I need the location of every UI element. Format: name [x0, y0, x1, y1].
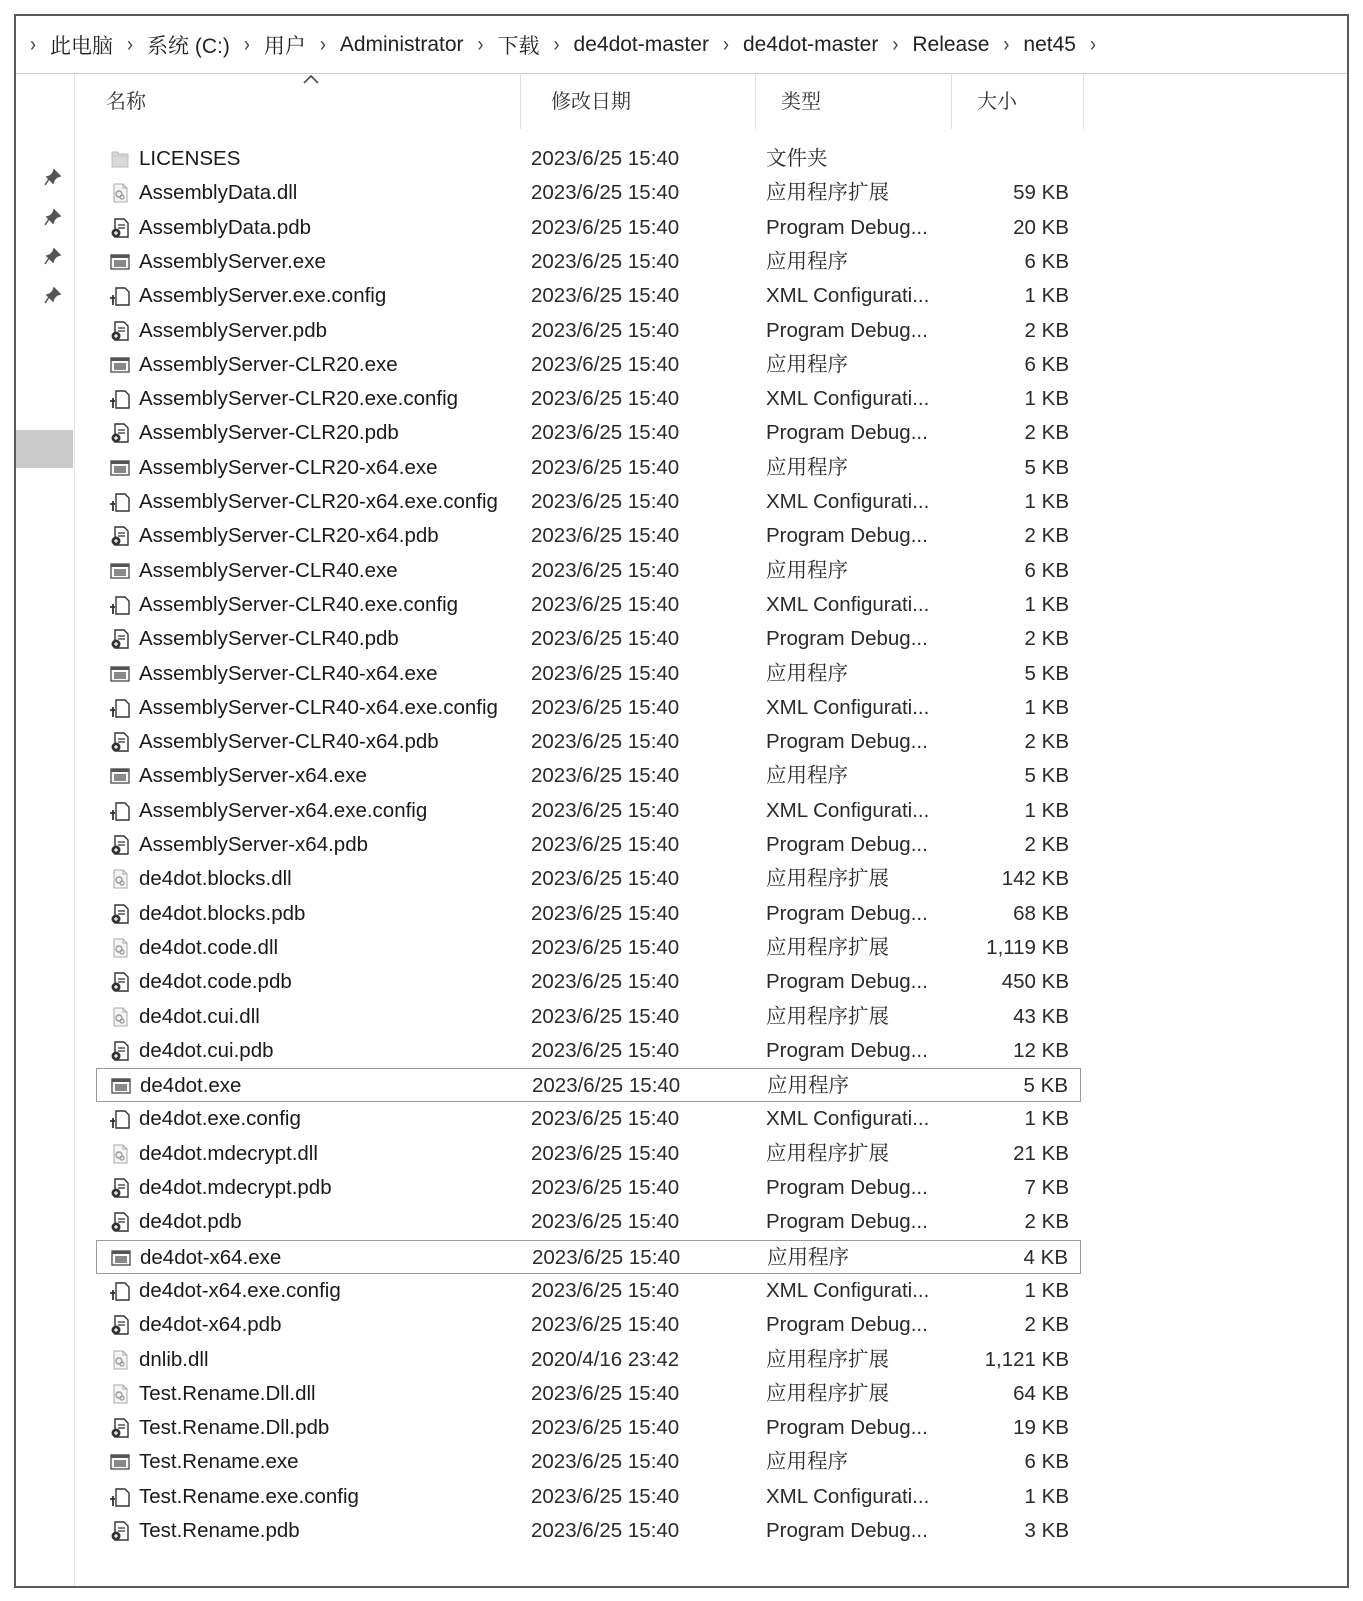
file-type: 应用程序扩展 [766, 867, 889, 891]
file-date: 2023/6/25 15:40 [531, 455, 680, 479]
dll-icon [109, 182, 131, 204]
file-date: 2023/6/25 15:40 [531, 284, 680, 308]
file-date: 2023/6/25 15:40 [531, 1141, 680, 1165]
file-row[interactable] [96, 1205, 1081, 1239]
file-size: 5 KB [1024, 455, 1069, 479]
file-name: dnlib.dll [139, 1347, 209, 1371]
pdb-icon [109, 422, 131, 444]
breadcrumb-item[interactable]: Release [912, 32, 990, 56]
file-type: 应用程序扩展 [766, 181, 889, 205]
file-type: 应用程序扩展 [766, 1347, 889, 1371]
file-date: 2023/6/25 15:40 [531, 181, 680, 205]
file-date: 2023/6/25 15:40 [531, 215, 680, 239]
chevron-right-icon[interactable]: › [722, 31, 729, 56]
file-size: 1,119 KB [986, 935, 1069, 959]
sort-ascending-icon [302, 72, 320, 86]
file-date: 2023/6/25 15:40 [531, 1210, 680, 1234]
file-size: 5 KB [1024, 764, 1069, 788]
file-type: Program Debug... [766, 730, 928, 754]
file-row[interactable] [96, 279, 1081, 313]
breadcrumb-item[interactable]: 此电脑 [50, 34, 113, 58]
file-type: 应用程序扩展 [766, 1004, 889, 1028]
breadcrumb-item[interactable]: 系统 (C:) [147, 34, 230, 58]
file-row[interactable] [96, 382, 1081, 416]
file-name: AssemblyServer-CLR20-x64.pdb [139, 524, 439, 548]
pdb-icon [109, 1520, 131, 1542]
exe-icon [109, 765, 131, 787]
pdb-icon [109, 903, 131, 925]
file-date: 2023/6/25 15:40 [531, 935, 680, 959]
file-name: AssemblyData.pdb [139, 215, 312, 239]
file-date: 2023/6/25 15:40 [531, 833, 680, 856]
file-row[interactable] [96, 828, 1081, 862]
file-date: 2023/6/25 15:40 [531, 1416, 680, 1440]
dll-icon [109, 1143, 131, 1165]
chevron-right-icon[interactable]: › [127, 31, 133, 56]
config-icon [109, 1108, 131, 1130]
file-name: de4dot.code.dll [139, 935, 279, 959]
file-date: 2023/6/25 15:40 [531, 1381, 680, 1405]
file-date: 2023/6/25 15:40 [531, 661, 680, 685]
file-size: 1 KB [1024, 1107, 1069, 1131]
file-date: 2023/6/25 15:40 [531, 1484, 680, 1508]
file-size: 7 KB [1024, 1176, 1069, 1199]
file-date: 2023/6/25 15:40 [531, 249, 680, 273]
chevron-right-icon[interactable]: › [553, 31, 560, 56]
file-size: 5 KB [1023, 1074, 1068, 1098]
pdb-icon [109, 1417, 131, 1439]
file-type: 文件夹 [766, 147, 828, 170]
file-name: AssemblyServer-x64.exe.config [139, 798, 428, 822]
file-date: 2023/6/25 15:40 [531, 764, 680, 788]
file-name: de4dot.code.pdb [139, 970, 292, 994]
file-date: 2023/6/25 15:40 [531, 1038, 680, 1062]
file-size: 1 KB [1024, 490, 1069, 513]
file-type: XML Configurati... [766, 592, 930, 616]
file-size: 19 KB [1013, 1416, 1069, 1440]
file-row[interactable] [96, 1068, 1081, 1102]
chevron-right-icon[interactable]: › [892, 31, 899, 56]
file-size: 2 KB [1024, 318, 1069, 342]
file-row[interactable] [96, 759, 1081, 793]
file-name: Test.Rename.Dll.pdb [139, 1416, 330, 1440]
file-type: Program Debug... [766, 421, 928, 445]
file-name: de4dot.exe [140, 1074, 242, 1098]
pin-icon[interactable] [44, 247, 62, 265]
file-size: 43 KB [1013, 1004, 1069, 1028]
file-row[interactable] [96, 931, 1081, 965]
file-date: 2023/6/25 15:40 [531, 524, 680, 548]
file-row[interactable] [96, 348, 1081, 382]
file-size: 450 KB [1001, 970, 1069, 994]
column-header-name-label: 名称 [106, 91, 146, 113]
chevron-right-icon[interactable]: › [319, 31, 326, 56]
file-type: Program Debug... [766, 1416, 928, 1440]
breadcrumb-item[interactable]: 用户 [263, 34, 306, 58]
file-explorer-window [14, 14, 1349, 1588]
pdb-icon [109, 525, 131, 547]
pin-icon[interactable] [44, 168, 62, 186]
file-date: 2023/6/25 15:40 [531, 147, 680, 170]
navigation-pane [16, 74, 75, 1586]
column-header-size[interactable] [952, 74, 1084, 129]
file-size: 2 KB [1024, 627, 1069, 651]
file-date: 2023/6/25 15:40 [531, 1450, 680, 1474]
file-type: Program Debug... [766, 970, 928, 994]
pdb-icon [109, 834, 131, 856]
file-type: XML Configurati... [766, 1278, 930, 1302]
file-type: XML Configurati... [766, 1107, 930, 1131]
file-date: 2023/6/25 15:40 [531, 1176, 680, 1199]
file-name: Test.Rename.pdb [139, 1519, 300, 1542]
config-icon [109, 800, 131, 822]
file-row[interactable] [96, 1000, 1081, 1034]
file-date: 2023/6/25 15:40 [531, 318, 680, 342]
file-date: 2023/6/25 15:40 [531, 730, 680, 754]
breadcrumb-item[interactable]: Administrator [339, 32, 464, 56]
file-date: 2020/4/16 23:42 [531, 1347, 680, 1371]
file-type: 应用程序 [766, 1450, 848, 1474]
file-row[interactable] [96, 657, 1081, 691]
file-size: 6 KB [1024, 1450, 1069, 1474]
exe-icon [109, 1451, 131, 1473]
file-name: AssemblyServer-CLR20.pdb [139, 421, 399, 445]
column-header-name[interactable] [76, 74, 521, 129]
file-type: Program Debug... [766, 833, 928, 856]
chevron-right-icon[interactable]: › [243, 31, 250, 56]
file-date: 2023/6/25 15:40 [531, 627, 680, 651]
file-name: Test.Rename.exe.config [139, 1484, 359, 1508]
file-row[interactable] [96, 1411, 1081, 1445]
file-type: Program Debug... [766, 524, 928, 548]
pdb-icon [109, 628, 131, 650]
file-date: 2023/6/25 15:40 [531, 387, 680, 411]
file-name: de4dot-x64.exe [140, 1245, 282, 1269]
file-name: Test.Rename.Dll.dll [139, 1381, 316, 1405]
file-row[interactable] [96, 519, 1081, 553]
column-header-size-label: 大小 [977, 91, 1017, 113]
file-size: 20 KB [1013, 215, 1069, 239]
file-name: AssemblyServer.pdb [139, 318, 328, 342]
file-date: 2023/6/25 15:40 [531, 901, 680, 925]
file-date: 2023/6/25 15:40 [531, 421, 680, 445]
file-date: 2023/6/25 15:40 [531, 592, 680, 616]
file-name: de4dot.cui.dll [139, 1004, 260, 1028]
file-type: Program Debug... [766, 318, 928, 342]
file-name: AssemblyServer-CLR20.exe.config [139, 387, 459, 411]
pdb-icon [109, 1314, 131, 1336]
file-row[interactable] [96, 451, 1081, 485]
file-type: Program Debug... [766, 1176, 928, 1199]
file-size: 1 KB [1024, 592, 1069, 616]
file-name: de4dot.mdecrypt.pdb [139, 1176, 332, 1199]
file-size: 1,121 KB [984, 1347, 1069, 1371]
file-name: AssemblyServer-CLR40.exe [139, 558, 398, 582]
file-name: AssemblyServer-CLR40-x64.exe [139, 661, 438, 685]
file-date: 2023/6/25 15:40 [531, 798, 680, 822]
file-row[interactable] [96, 862, 1081, 896]
file-name: AssemblyServer-x64.exe [139, 764, 367, 788]
file-size: 12 KB [1013, 1038, 1069, 1062]
dll-icon [109, 937, 131, 959]
file-size: 2 KB [1024, 1210, 1069, 1234]
file-size: 64 KB [1013, 1381, 1069, 1405]
file-type: XML Configurati... [766, 490, 930, 513]
file-row[interactable] [96, 1171, 1081, 1205]
file-type: XML Configurati... [766, 695, 930, 719]
file-type: 应用程序 [767, 1074, 849, 1098]
file-name: AssemblyServer-CLR40.pdb [139, 627, 399, 651]
file-type: 应用程序 [766, 455, 848, 479]
file-type: Program Debug... [766, 215, 928, 239]
file-type: XML Configurati... [766, 284, 930, 308]
file-type: XML Configurati... [766, 387, 930, 411]
pdb-icon [109, 1177, 131, 1199]
breadcrumb-item[interactable]: de4dot-master [742, 32, 879, 56]
file-row[interactable] [96, 1137, 1081, 1171]
file-size: 6 KB [1024, 558, 1069, 582]
file-date: 2023/6/25 15:40 [531, 1278, 680, 1302]
file-size: 2 KB [1024, 1313, 1069, 1337]
file-date: 2023/6/25 15:40 [532, 1074, 681, 1098]
file-row[interactable] [96, 691, 1081, 725]
file-type: 应用程序 [767, 1245, 849, 1269]
file-type: XML Configurati... [766, 1484, 930, 1508]
file-row[interactable] [96, 1274, 1081, 1308]
config-icon [109, 491, 131, 513]
file-date: 2023/6/25 15:40 [531, 558, 680, 582]
file-row[interactable] [96, 1240, 1081, 1274]
file-size: 2 KB [1024, 421, 1069, 445]
config-icon [109, 1280, 131, 1302]
file-row[interactable] [96, 142, 1081, 176]
file-date: 2023/6/25 15:40 [531, 1519, 680, 1542]
file-name: AssemblyData.dll [139, 181, 298, 205]
file-row[interactable] [96, 725, 1081, 759]
file-type: 应用程序 [766, 249, 848, 273]
file-name: AssemblyServer-CLR40-x64.pdb [139, 730, 439, 754]
file-name: AssemblyServer-CLR20.exe [139, 352, 398, 376]
pin-icon[interactable] [44, 208, 62, 226]
file-size: 1 KB [1024, 387, 1069, 411]
file-size: 1 KB [1024, 798, 1069, 822]
file-name: de4dot-x64.pdb [139, 1313, 282, 1337]
column-header-bar [76, 74, 1086, 152]
nav-selected-item[interactable] [16, 430, 73, 468]
file-type: 应用程序扩展 [766, 1381, 889, 1405]
file-row[interactable] [96, 588, 1081, 622]
file-size: 6 KB [1024, 249, 1069, 273]
file-size: 1 KB [1024, 1278, 1069, 1302]
file-row[interactable] [96, 554, 1081, 588]
file-type: Program Debug... [766, 1038, 928, 1062]
exe-icon [109, 251, 131, 273]
file-name: de4dot.cui.pdb [139, 1038, 274, 1062]
file-type: XML Configurati... [766, 798, 930, 822]
file-size: 3 KB [1024, 1519, 1069, 1542]
file-type: 应用程序 [766, 764, 848, 788]
pdb-icon [109, 731, 131, 753]
file-size: 4 KB [1023, 1245, 1068, 1269]
pdb-icon [109, 1211, 131, 1233]
file-date: 2023/6/25 15:40 [531, 695, 680, 719]
file-type: Program Debug... [766, 1313, 928, 1337]
file-row[interactable] [96, 416, 1081, 450]
file-row[interactable] [96, 965, 1081, 999]
file-name: AssemblyServer-CLR40.exe.config [139, 592, 459, 616]
exe-icon [109, 663, 131, 685]
file-type: 应用程序 [766, 558, 848, 582]
file-row[interactable] [96, 1034, 1081, 1068]
file-date: 2023/6/25 15:40 [531, 490, 680, 513]
file-size: 1 KB [1024, 1484, 1069, 1508]
chevron-right-icon[interactable]: › [477, 31, 484, 56]
file-row[interactable] [96, 794, 1081, 828]
file-row[interactable] [96, 314, 1081, 348]
config-icon [109, 1486, 131, 1508]
file-name: AssemblyServer-CLR20-x64.exe [139, 455, 438, 479]
dll-icon [109, 1383, 131, 1405]
file-name: AssemblyServer-x64.pdb [139, 833, 369, 856]
file-date: 2023/6/25 15:40 [531, 1313, 680, 1337]
column-header-type[interactable] [756, 74, 952, 129]
config-icon [109, 697, 131, 719]
column-header-date-label: 修改日期 [551, 91, 631, 113]
file-type: 应用程序扩展 [766, 935, 889, 959]
file-type: Program Debug... [766, 627, 928, 651]
file-date: 2023/6/25 15:40 [531, 970, 680, 994]
file-name: de4dot.mdecrypt.dll [139, 1141, 318, 1165]
folder-icon [109, 148, 131, 170]
file-date: 2023/6/25 15:40 [531, 1107, 680, 1131]
file-size: 1 KB [1024, 284, 1069, 308]
file-size: 2 KB [1024, 730, 1069, 754]
file-size: 59 KB [1013, 181, 1069, 205]
file-size: 5 KB [1024, 661, 1069, 685]
file-size: 2 KB [1024, 524, 1069, 548]
file-size: 1 KB [1024, 695, 1069, 719]
file-row[interactable] [96, 1102, 1081, 1136]
file-row[interactable] [96, 1377, 1081, 1411]
column-header-date[interactable] [521, 74, 756, 129]
chevron-right-icon[interactable]: › [30, 31, 36, 56]
file-row[interactable] [96, 622, 1081, 656]
config-icon [109, 594, 131, 616]
exe-icon [109, 354, 131, 376]
pin-icon[interactable] [44, 286, 62, 304]
pdb-icon [109, 320, 131, 342]
chevron-right-icon[interactable]: › [1003, 31, 1010, 56]
pdb-icon [109, 971, 131, 993]
file-row[interactable] [96, 1343, 1081, 1377]
file-name: de4dot.blocks.dll [139, 867, 292, 891]
exe-icon [109, 560, 131, 582]
dll-icon [109, 868, 131, 890]
file-date: 2023/6/25 15:40 [531, 1004, 680, 1028]
file-name: de4dot-x64.exe.config [139, 1278, 341, 1302]
file-type: Program Debug... [766, 1210, 928, 1234]
file-row[interactable] [96, 245, 1081, 279]
file-size: 142 KB [1001, 867, 1069, 891]
file-name: AssemblyServer-CLR40-x64.exe.config [139, 695, 498, 719]
file-name: AssemblyServer-CLR20-x64.exe.config [139, 490, 498, 513]
file-row[interactable] [96, 485, 1081, 519]
file-name: AssemblyServer.exe [139, 249, 326, 273]
file-type: 应用程序 [766, 661, 848, 685]
file-name: Test.Rename.exe [139, 1450, 299, 1474]
file-row[interactable] [96, 897, 1081, 931]
config-icon [109, 388, 131, 410]
file-name: de4dot.blocks.pdb [139, 901, 306, 925]
file-name: AssemblyServer.exe.config [139, 284, 387, 308]
file-row[interactable] [96, 211, 1081, 245]
exe-icon [110, 1075, 132, 1097]
breadcrumb-item[interactable]: de4dot-master [573, 32, 709, 56]
pdb-icon [109, 1040, 131, 1062]
file-size: 21 KB [1013, 1141, 1069, 1165]
dll-icon [109, 1006, 131, 1028]
file-date: 2023/6/25 15:40 [532, 1245, 681, 1269]
dll-icon [109, 1349, 131, 1371]
file-size: 68 KB [1013, 901, 1069, 925]
file-name: LICENSES [139, 147, 241, 170]
file-type: Program Debug... [766, 1519, 928, 1542]
file-name: de4dot.exe.config [139, 1107, 301, 1131]
chevron-right-icon[interactable]: › [1089, 31, 1096, 56]
file-date: 2023/6/25 15:40 [531, 867, 680, 891]
file-type: 应用程序 [766, 352, 848, 376]
column-header-type-label: 类型 [781, 91, 821, 113]
breadcrumb-item[interactable]: 下载 [497, 34, 540, 58]
file-row[interactable] [96, 176, 1081, 210]
pdb-icon [109, 217, 131, 239]
file-type: 应用程序扩展 [766, 1141, 889, 1165]
file-row[interactable] [96, 1480, 1081, 1514]
file-row[interactable] [96, 1514, 1081, 1548]
config-icon [109, 285, 131, 307]
file-type: Program Debug... [766, 901, 928, 925]
breadcrumb-item[interactable]: net45 [1023, 32, 1076, 56]
file-size: 6 KB [1024, 352, 1069, 376]
file-date: 2023/6/25 15:40 [531, 352, 680, 376]
file-size: 2 KB [1024, 833, 1069, 856]
exe-icon [110, 1247, 132, 1269]
file-name: de4dot.pdb [139, 1210, 242, 1234]
address-bar[interactable] [16, 16, 1347, 74]
file-row[interactable] [96, 1445, 1081, 1479]
exe-icon [109, 457, 131, 479]
file-row[interactable] [96, 1308, 1081, 1342]
